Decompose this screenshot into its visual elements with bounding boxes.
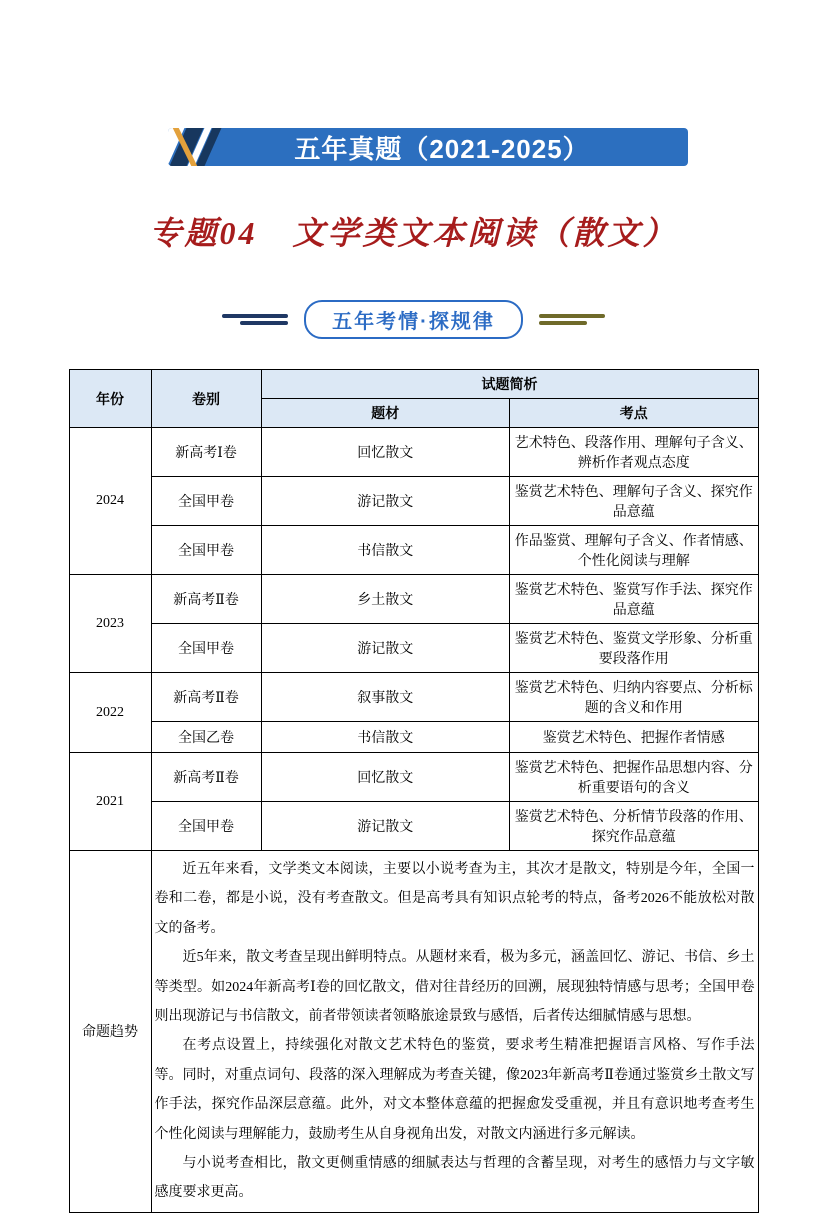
header-year: 年份 <box>69 370 151 428</box>
paper-cell: 新高考Ⅱ卷 <box>151 575 261 624</box>
top-banner <box>168 128 688 166</box>
header-analysis: 试题简析 <box>261 370 758 399</box>
points-cell: 鉴赏艺术特色、把握作品思想内容、分析重要语句的含义 <box>510 753 759 802</box>
exam-analysis-table <box>69 369 759 1213</box>
genre-cell: 书信散文 <box>261 722 510 753</box>
table-row <box>69 526 758 575</box>
points-cell: 鉴赏艺术特色、鉴赏文学形象、分析重要段落作用 <box>510 624 759 673</box>
points-cell: 鉴赏艺术特色、把握作者情感 <box>510 722 759 753</box>
paper-cell: 全国乙卷 <box>151 722 261 753</box>
table-row <box>69 428 758 477</box>
year-cell: 2021 <box>69 753 151 851</box>
table-row <box>69 624 758 673</box>
table-body <box>69 428 758 1213</box>
table-row <box>69 575 758 624</box>
genre-cell: 乡土散文 <box>261 575 510 624</box>
trend-paragraph: 在考点设置上，持续强化对散文艺术特色的鉴赏，要求考生精准把握语言风格、写作手法等。同时，对重点词句、段落的深入理解成为考查关键，像2023年新高考Ⅱ卷通过鉴赏乡土散文写作手法，探究作品深层意蕴。此外，对文本整体意蕴的把握愈发受重视，并且有意识地考查考生个性化阅读与理解能力，鼓励考生从自身视角出发，对散文内涵进行多元解读。 <box>154 1038 755 1142</box>
genre-cell: 叙事散文 <box>261 673 510 722</box>
right-line-decoration <box>539 313 605 326</box>
paper-cell: 全国甲卷 <box>151 477 261 526</box>
paper-cell: 全国甲卷 <box>151 624 261 673</box>
genre-cell: 游记散文 <box>261 802 510 851</box>
trend-text <box>151 851 758 1213</box>
year-cell: 2022 <box>69 673 151 753</box>
trend-paragraph: 近五年来看，文学类文本阅读，主要以小说考查为主，其次才是散文，特别是今年，全国一卷和二卷，都是小说，没有考查散文。但是高考具有知识点轮考的特点，备考2026不能放松对散文的备考。 <box>154 862 755 936</box>
year-cell: 2023 <box>69 575 151 673</box>
year-cell: 2024 <box>69 428 151 575</box>
points-cell: 作品鉴赏、理解句子含义、作者情感、个性化阅读与理解 <box>510 526 759 575</box>
genre-cell: 回忆散文 <box>261 428 510 477</box>
points-cell: 鉴赏艺术特色、理解句子含义、探究作品意蕴 <box>510 477 759 526</box>
banner-title: 五年真题（2021-2025） <box>294 133 590 164</box>
section-header <box>0 300 827 339</box>
points-cell: 艺术特色、段落作用、理解句子含义、辨析作者观点态度 <box>510 428 759 477</box>
genre-cell: 回忆散文 <box>261 753 510 802</box>
trend-paragraph: 近5年来，散文考查呈现出鲜明特点。从题材来看，极为多元，涵盖回忆、游记、书信、乡土等类型。如2024年新高考Ⅰ卷的回忆散文，借对往昔经历的回溯，展现独特情感与思考；全国甲卷则出现游记与书信散文，前者带领读者领略旅途景致与感悟，后者传达细腻情感与思想。 <box>154 950 755 1024</box>
points-cell: 鉴赏艺术特色、分析情节段落的作用、探究作品意蕴 <box>510 802 759 851</box>
header-points: 考点 <box>510 399 759 428</box>
trend-paragraph: 与小说考查相比，散文更侧重情感的细腻表达与哲理的含蓄呈现，对考生的感悟力与文字敏感度要求更高。 <box>154 1155 755 1201</box>
paper-cell: 全国甲卷 <box>151 526 261 575</box>
points-cell: 鉴赏艺术特色、鉴赏写作手法、探究作品意蕴 <box>510 575 759 624</box>
page-title: 专题04 文学类文本阅读（散文） <box>149 215 678 251</box>
table-row <box>69 722 758 753</box>
table-row <box>69 477 758 526</box>
header-paper: 卷别 <box>151 370 261 428</box>
genre-cell: 书信散文 <box>261 526 510 575</box>
genre-cell: 游记散文 <box>261 477 510 526</box>
genre-cell: 游记散文 <box>261 624 510 673</box>
paper-cell: 新高考Ⅱ卷 <box>151 753 261 802</box>
table-head <box>69 370 758 428</box>
points-cell: 鉴赏艺术特色、归纳内容要点、分析标题的含义和作用 <box>510 673 759 722</box>
paper-cell: 新高考Ⅰ卷 <box>151 428 261 477</box>
header-row-main <box>69 370 758 399</box>
trend-row <box>69 851 758 1213</box>
table-row <box>69 753 758 802</box>
section-badge: 五年考情·探规律 <box>304 300 523 339</box>
paper-cell: 新高考Ⅱ卷 <box>151 673 261 722</box>
table-row <box>69 802 758 851</box>
trend-label: 命题趋势 <box>69 851 151 1213</box>
header-genre: 题材 <box>261 399 510 428</box>
table-row <box>69 673 758 722</box>
paper-cell: 全国甲卷 <box>151 802 261 851</box>
left-line-decoration <box>222 313 288 326</box>
